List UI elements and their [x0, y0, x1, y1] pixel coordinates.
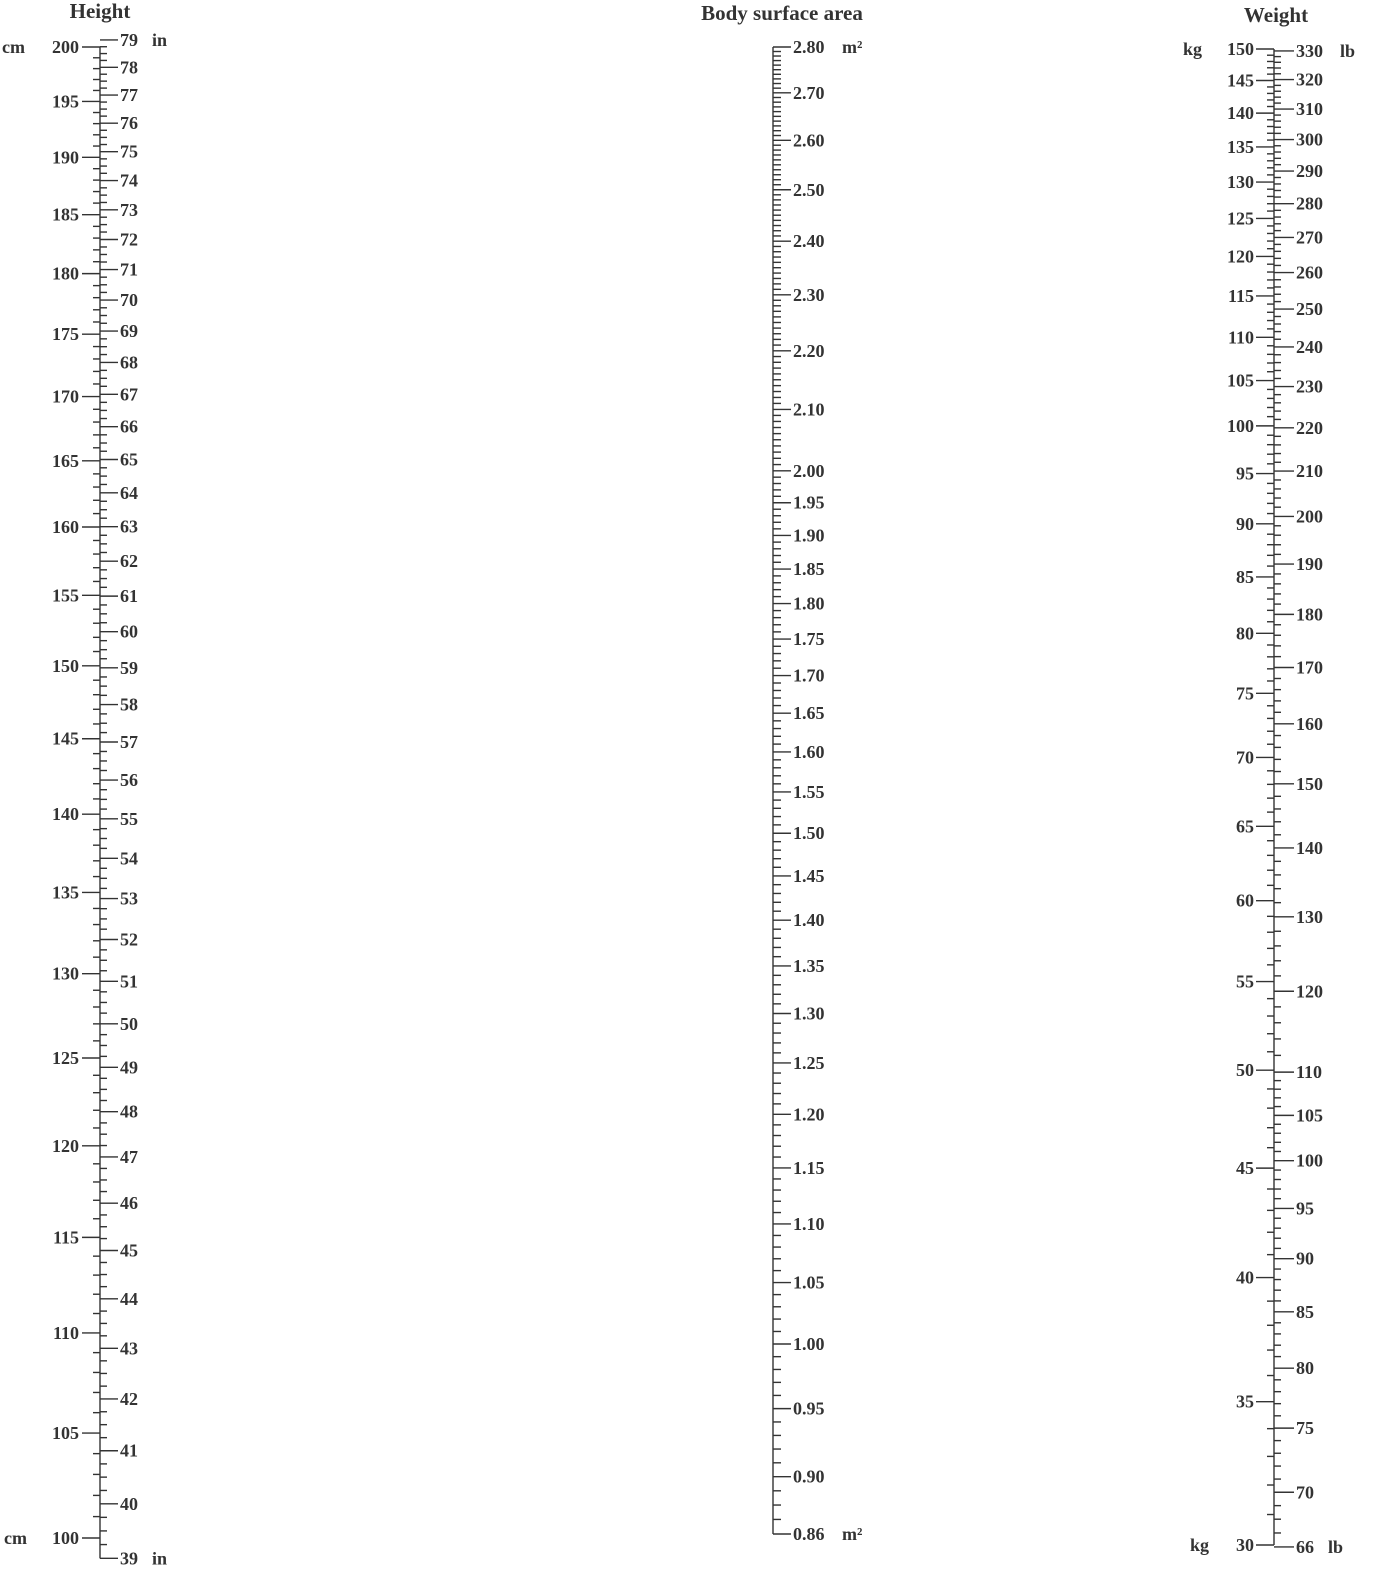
kg-tick-label: 45	[1236, 1158, 1254, 1179]
bsa-unit-top: m²	[842, 37, 863, 57]
in-tick-label: 53	[120, 888, 138, 909]
weight-scale	[1183, 39, 1355, 1557]
bsa-tick-label: 1.30	[793, 1003, 825, 1024]
cm-tick-label: 120	[52, 1135, 79, 1156]
in-tick-label: 43	[120, 1338, 138, 1359]
weight-lb-unit-bottom: lb	[1328, 1536, 1344, 1557]
height-in-unit-bottom: in	[152, 1548, 168, 1569]
height-cm-unit-top: cm	[2, 37, 25, 57]
bsa-tick-label: 0.86	[793, 1524, 825, 1544]
in-tick-label: 50	[120, 1013, 138, 1034]
weight-lb-unit-top: lb	[1340, 40, 1356, 61]
in-tick-label: 47	[120, 1146, 138, 1167]
bsa-tick-label: 2.80	[793, 37, 825, 57]
height-scale	[2, 30, 167, 1568]
bsa-tick-label: 2.70	[793, 82, 825, 103]
in-tick-label: 42	[120, 1388, 138, 1409]
in-tick-label: 44	[120, 1288, 138, 1309]
in-tick-label: 69	[120, 321, 138, 342]
lb-tick-label: 300	[1296, 129, 1323, 150]
cm-tick-label: 175	[52, 324, 79, 345]
in-tick-label: 48	[120, 1101, 138, 1122]
kg-tick-label: 70	[1236, 747, 1254, 768]
in-tick-label: 46	[120, 1193, 138, 1214]
cm-tick-label: 200	[52, 37, 79, 57]
lb-tick-label: 140	[1296, 837, 1323, 858]
cm-tick-label: 100	[52, 1528, 79, 1548]
in-tick-label: 51	[120, 971, 138, 992]
bsa-tick-label: 1.20	[793, 1104, 825, 1125]
in-tick-label: 79	[120, 29, 138, 50]
in-tick-label: 58	[120, 694, 138, 715]
bsa-scale	[773, 37, 862, 1544]
in-tick-label: 55	[120, 808, 138, 829]
in-tick-label: 40	[120, 1493, 138, 1514]
in-tick-label: 62	[120, 551, 138, 572]
bsa-tick-label: 0.90	[793, 1466, 825, 1487]
bsa-tick-label: 1.10	[793, 1213, 825, 1234]
kg-tick-label: 105	[1227, 370, 1254, 391]
cm-tick-label: 135	[52, 882, 79, 903]
cm-tick-label: 115	[52, 1227, 79, 1248]
lb-tick-label: 75	[1296, 1418, 1314, 1439]
kg-tick-label: 95	[1236, 463, 1254, 484]
kg-tick-label: 40	[1236, 1267, 1254, 1288]
kg-tick-label: 135	[1227, 136, 1254, 157]
in-tick-label: 56	[120, 770, 138, 791]
kg-tick-label: 120	[1227, 246, 1254, 267]
kg-tick-label: 60	[1236, 890, 1254, 911]
kg-tick-label: 55	[1236, 971, 1254, 992]
lb-tick-label: 240	[1296, 336, 1323, 357]
bsa-tick-label: 2.10	[793, 399, 825, 420]
bsa-tick-label: 1.15	[793, 1157, 825, 1178]
kg-tick-label: 145	[1227, 70, 1254, 91]
lb-tick-label: 280	[1296, 193, 1323, 214]
in-tick-label: 65	[120, 449, 138, 470]
in-tick-label: 61	[120, 586, 138, 607]
lb-tick-label: 80	[1296, 1358, 1314, 1379]
kg-tick-label: 115	[1227, 285, 1254, 306]
in-tick-label: 74	[120, 170, 138, 191]
bsa-tick-label: 1.35	[793, 955, 825, 976]
in-tick-label: 41	[120, 1440, 138, 1461]
in-tick-label: 59	[120, 657, 138, 678]
bsa-tick-label: 2.30	[793, 284, 825, 305]
bsa-title: Body surface area	[701, 1, 863, 25]
lb-tick-label: 70	[1296, 1482, 1314, 1503]
lb-tick-label: 320	[1296, 69, 1323, 90]
bsa-tick-label: 1.25	[793, 1052, 825, 1073]
bsa-tick-label: 1.45	[793, 865, 825, 886]
lb-tick-label: 210	[1296, 461, 1323, 482]
kg-tick-label: 130	[1227, 172, 1254, 193]
cm-tick-label: 130	[52, 963, 79, 984]
in-tick-label: 66	[120, 416, 138, 437]
kg-tick-label: 65	[1236, 816, 1254, 837]
lb-tick-label: 270	[1296, 227, 1323, 248]
lb-tick-label: 150	[1296, 773, 1323, 794]
kg-tick-label: 150	[1227, 39, 1254, 59]
kg-tick-label: 50	[1236, 1060, 1254, 1081]
lb-tick-label: 170	[1296, 657, 1323, 678]
bsa-tick-label: 1.65	[793, 703, 825, 724]
weight-title: Weight	[1243, 3, 1309, 27]
bsa-tick-label: 1.70	[793, 665, 825, 686]
bsa-tick-label: 2.50	[793, 179, 825, 200]
in-tick-label: 57	[120, 732, 138, 753]
lb-tick-label: 120	[1296, 981, 1323, 1002]
in-tick-label: 70	[120, 290, 138, 311]
lb-tick-label: 290	[1296, 161, 1323, 182]
lb-tick-label: 95	[1296, 1198, 1314, 1219]
lb-tick-label: 130	[1296, 906, 1323, 927]
cm-tick-label: 185	[52, 204, 79, 225]
bsa-tick-label: 2.60	[793, 130, 825, 151]
bsa-tick-label: 1.75	[793, 629, 825, 650]
bsa-tick-label: 1.90	[793, 525, 825, 546]
bsa-tick-label: 1.80	[793, 593, 825, 614]
cm-tick-label: 190	[52, 147, 79, 168]
lb-tick-label: 110	[1296, 1062, 1323, 1083]
in-tick-label: 52	[120, 929, 138, 950]
height-cm-unit-bottom: cm	[4, 1528, 27, 1548]
lb-tick-label: 200	[1296, 506, 1323, 527]
in-tick-label: 60	[120, 621, 138, 642]
lb-tick-label: 250	[1296, 299, 1323, 320]
lb-tick-label: 85	[1296, 1301, 1314, 1322]
in-tick-label: 67	[120, 384, 138, 405]
in-tick-label: 76	[120, 113, 138, 134]
in-tick-label: 68	[120, 352, 138, 373]
cm-tick-label: 165	[52, 450, 79, 471]
in-tick-label: 45	[120, 1240, 138, 1261]
kg-tick-label: 80	[1236, 623, 1254, 644]
cm-tick-label: 125	[52, 1048, 79, 1069]
bsa-unit-bottom: m²	[842, 1524, 863, 1544]
bsa-tick-label: 2.00	[793, 460, 825, 481]
in-tick-label: 78	[120, 57, 138, 78]
lb-tick-label: 230	[1296, 376, 1323, 397]
cm-tick-label: 180	[52, 263, 79, 284]
lb-tick-label: 66	[1296, 1536, 1314, 1557]
height-title: Height	[69, 0, 131, 23]
weight-kg-unit-top: kg	[1183, 39, 1203, 59]
in-tick-label: 63	[120, 516, 138, 537]
cm-tick-label: 145	[52, 728, 79, 749]
cm-tick-label: 160	[52, 516, 79, 537]
height-in-unit-top: in	[152, 29, 168, 50]
kg-tick-label: 100	[1227, 415, 1254, 436]
in-tick-label: 49	[120, 1057, 138, 1078]
kg-tick-label: 90	[1236, 513, 1254, 534]
kg-tick-label: 85	[1236, 566, 1254, 587]
cm-tick-label: 155	[52, 585, 79, 606]
lb-tick-label: 330	[1296, 40, 1323, 61]
in-tick-label: 54	[120, 848, 138, 869]
cm-tick-label: 150	[52, 655, 79, 676]
lb-tick-label: 105	[1296, 1105, 1323, 1126]
cm-tick-label: 195	[52, 91, 79, 112]
in-tick-label: 72	[120, 229, 138, 250]
lb-tick-label: 310	[1296, 99, 1323, 120]
lb-tick-label: 260	[1296, 262, 1323, 283]
cm-tick-label: 105	[52, 1423, 79, 1444]
lb-tick-label: 220	[1296, 417, 1323, 438]
kg-tick-label: 35	[1236, 1391, 1254, 1412]
bsa-tick-label: 1.60	[793, 741, 825, 762]
cm-tick-label: 140	[52, 804, 79, 825]
kg-tick-label: 30	[1236, 1535, 1254, 1555]
bsa-tick-label: 1.85	[793, 559, 825, 580]
in-tick-label: 71	[120, 259, 138, 280]
weight-kg-unit-bottom: kg	[1190, 1535, 1210, 1555]
bsa-tick-label: 1.00	[793, 1334, 825, 1355]
kg-tick-label: 110	[1227, 327, 1254, 348]
in-tick-label: 64	[120, 482, 138, 503]
bsa-tick-label: 1.50	[793, 823, 825, 844]
kg-tick-label: 140	[1227, 103, 1254, 124]
bsa-tick-label: 1.95	[793, 492, 825, 513]
lb-tick-label: 180	[1296, 604, 1323, 625]
bsa-tick-label: 2.20	[793, 340, 825, 361]
in-tick-label: 39	[120, 1548, 138, 1569]
bsa-tick-label: 1.55	[793, 781, 825, 802]
lb-tick-label: 190	[1296, 554, 1323, 575]
in-tick-label: 77	[120, 85, 138, 106]
bsa-tick-label: 1.05	[793, 1272, 825, 1293]
lb-tick-label: 90	[1296, 1248, 1314, 1269]
lb-tick-label: 160	[1296, 713, 1323, 734]
kg-tick-label: 75	[1236, 683, 1254, 704]
bsa-tick-label: 0.95	[793, 1398, 825, 1419]
in-tick-label: 75	[120, 141, 138, 162]
lb-tick-label: 100	[1296, 1150, 1323, 1171]
bsa-tick-label: 2.40	[793, 231, 825, 252]
bsa-tick-label: 1.40	[793, 910, 825, 931]
cm-tick-label: 170	[52, 386, 79, 407]
cm-tick-label: 110	[52, 1322, 79, 1343]
kg-tick-label: 125	[1227, 208, 1254, 229]
in-tick-label: 73	[120, 199, 138, 220]
